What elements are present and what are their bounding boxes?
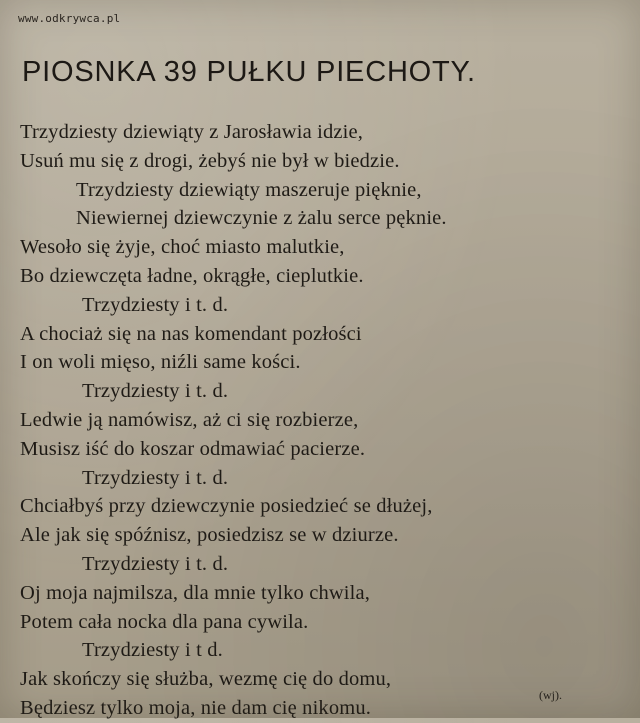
refrain-line: Trzydziesty i t. d. [82, 552, 229, 575]
refrain-line: Trzydziesty i t. d. [82, 293, 229, 316]
poem-line: Jak skończy się służba, wezmę cię do domu, [20, 668, 392, 691]
watermark-text: www.odkrywca.pl [18, 12, 121, 25]
refrain-line: Trzydziesty i t d. [82, 639, 223, 662]
poem-line: Potem cała nocka dla pana cywila. [20, 610, 309, 633]
poem-line: Musisz iść do koszar odmawiać pacierze. [20, 437, 366, 460]
poem-line: Trzydziesty dziewiąty z Jarosławia idzie, [20, 121, 363, 143]
poem-line: Będziesz tylko moja, nie dam cię nikomu. [20, 696, 371, 719]
page-title: PIOSNKA 39 PUŁKU PIECHOTY. [22, 56, 476, 88]
refrain-line: Trzydziesty i t. d. [82, 380, 229, 403]
poem-line: A chociaż się na nas komendant pozłości [20, 322, 362, 345]
author-signature: (wj). [539, 688, 562, 702]
poem-line: Oj moja najmilsza, dla mnie tylko chwila, [20, 581, 371, 604]
poem-line: Usuń mu się z drogi, żebyś nie był w biedzie. [20, 149, 400, 172]
poem-line: Trzydziesty dziewiąty maszeruje pięknie, [76, 178, 422, 201]
poem-body [0, 118, 640, 723]
poem-line: Niewiernej dziewczynie z żalu serce pęknie. [76, 207, 447, 230]
poem-line: Ale jak się spóźnisz, posiedzisz se w dziurze. [20, 524, 399, 547]
poem-line: Wesoło się żyje, choć miasto malutkie, [20, 236, 345, 259]
poem-line: Ledwie ją namówisz, aż ci się rozbierze, [20, 408, 359, 431]
poem-line: I on woli mięso, niźli same kości. [20, 351, 301, 374]
refrain-line: Trzydziesty i t. d. [82, 466, 229, 489]
poem-line: Chciałbyś przy dziewczynie posiedzieć se dłużej, [20, 495, 433, 518]
poem-line: Bo dziewczęta ładne, okrągłe, cieplutkie. [20, 264, 364, 287]
